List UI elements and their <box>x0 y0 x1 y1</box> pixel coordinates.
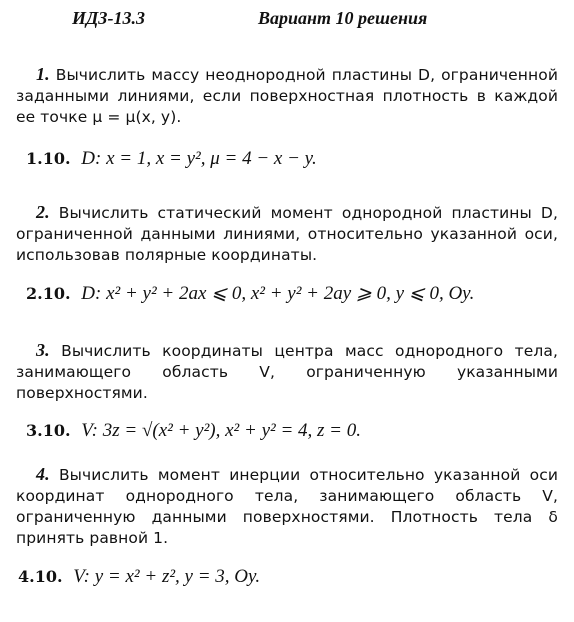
variant-label: 2.10. <box>26 284 71 303</box>
variant-label: 3.10. <box>26 421 71 440</box>
variant-3 <box>26 420 361 442</box>
variant-formula: V: y = x² + z², y = 3, Oy. <box>73 566 261 587</box>
variant-label: 4.10. <box>18 567 63 586</box>
document-header <box>72 8 554 34</box>
task-number: 2. <box>36 202 50 222</box>
variant-formula: V: 3z = √(x² + y²), x² + y² = 4, z = 0. <box>81 420 361 441</box>
task-text: Вычислить массу неоднородной пластины D, ограниченной заданными линиями, если поверхностная плотность в каждой ее точке μ = μ(x, y). <box>16 66 558 126</box>
variant-label: 1.10. <box>26 149 71 168</box>
task-text: Вычислить момент инерции относительно указанной оси координат однородного тела, занимающего область V, ограниченную данными поверхностями. Плотность тела δ принять равной 1. <box>16 466 558 547</box>
variant-1 <box>26 148 317 170</box>
task-text: Вычислить статический момент однородной пластины D, ограниченной данными линиями, относительно указанной оси, использовав полярные координаты. <box>16 204 558 264</box>
variant-2 <box>26 282 474 305</box>
variant-4 <box>18 566 260 588</box>
variant-title: Вариант 10 решения <box>258 8 428 28</box>
task-1 <box>16 64 558 128</box>
document-title: ИДЗ-13.3 <box>72 8 145 28</box>
task-number: 3. <box>36 340 50 360</box>
task-number: 1. <box>36 64 50 84</box>
task-2 <box>16 202 558 266</box>
task-text: Вычислить координаты центра масс однородного тела, занимающего область V, ограниченную указанными поверхностями. <box>16 342 558 402</box>
variant-formula: D: x² + y² + 2ax ⩽ 0, x² + y² + 2ay ⩾ 0, y ⩽ 0, Oy. <box>81 283 475 304</box>
task-3 <box>16 340 558 404</box>
task-number: 4. <box>36 464 50 484</box>
variant-formula: D: x = 1, x = y², μ = 4 − x − y. <box>81 148 317 169</box>
task-4 <box>16 464 558 549</box>
